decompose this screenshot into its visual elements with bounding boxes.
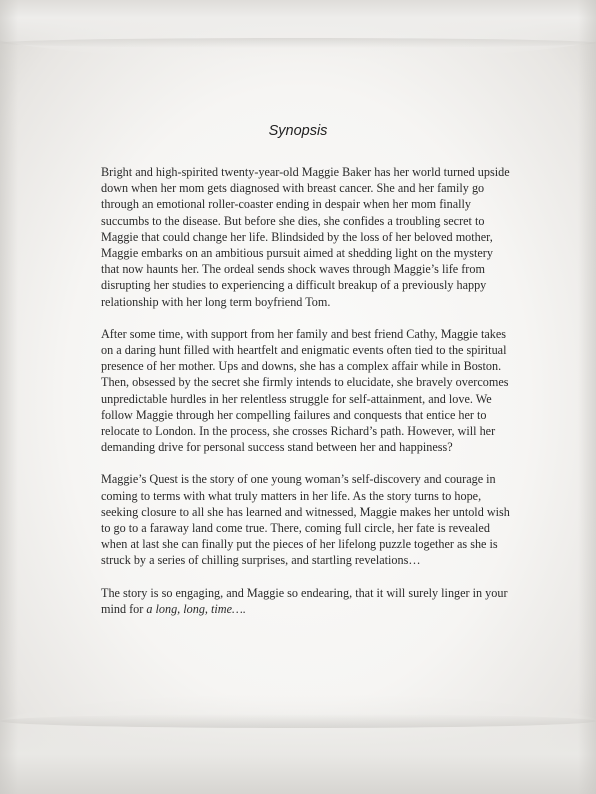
closing-italic-text: a long, long, time…. — [146, 601, 246, 616]
closing-text: The story is so engaging, and Maggie so endearing, that it will surely linger in your mind for — [101, 585, 508, 616]
paper-edge-left — [0, 0, 18, 794]
paper-curl-bottom — [0, 694, 596, 794]
paper-edge-right — [578, 0, 596, 794]
synopsis-body — [101, 164, 513, 633]
paper-fold-top — [0, 38, 596, 48]
paragraph-closing — [101, 585, 513, 617]
paper-curl-top — [0, 0, 596, 60]
paper-fold-bottom — [0, 714, 596, 728]
paragraph-2: After some time, with support from her family and best friend Cathy, Maggie takes on a daring hunt filled with heartfelt and enigmatic events often tied to the spiritual presence of her mother. Ups and downs, she has a complex affair while in Boston. Then, obsessed by the secret she firmly intends to elucidate, she bravely overcomes unpredictable hurdles in her relentless struggle for self-attainment, and love. We follow Maggie through her compelling failures and conquests that entice her to relocate to London. In the process, she crosses Richard’s path. However, will her demanding drive for personal success stand between her and happiness? — [101, 326, 509, 455]
paragraph-1: Bright and high-spirited twenty-year-old Maggie Baker has her world turned upside down when her mom gets diagnosed with breast cancer. She and her family go through an emotional roller-coaster ending in despair when her mom finally succumbs to the disease. But before she dies, she confides a troubling secret to Maggie that could change her life. Blindsided by the loss of her beloved mother, Maggie embarks on an ambitious pursuit aimed at shedding light on the mystery that now haunts her. The ordeal sends shock waves through Maggie’s life from disrupting her studies to experiencing a difficult breakup of a previously happy relationship with her long term boyfriend Tom. — [101, 165, 510, 309]
page-title: Synopsis — [268, 123, 328, 139]
paragraph-3: Maggie’s Quest is the story of one young woman’s self-discovery and courage in coming to terms with what truly matters in her life. As the story turns to hope, seeking closure to all she has learned and witnessed, Maggie makes her untold wish to go to a faraway land come true. There, coming full circle, her fate is revealed when at last she can finally put the pieces of her lifelong puzzle together as she is struck by a series of chilling surprises, and startling revelations… — [101, 472, 510, 568]
